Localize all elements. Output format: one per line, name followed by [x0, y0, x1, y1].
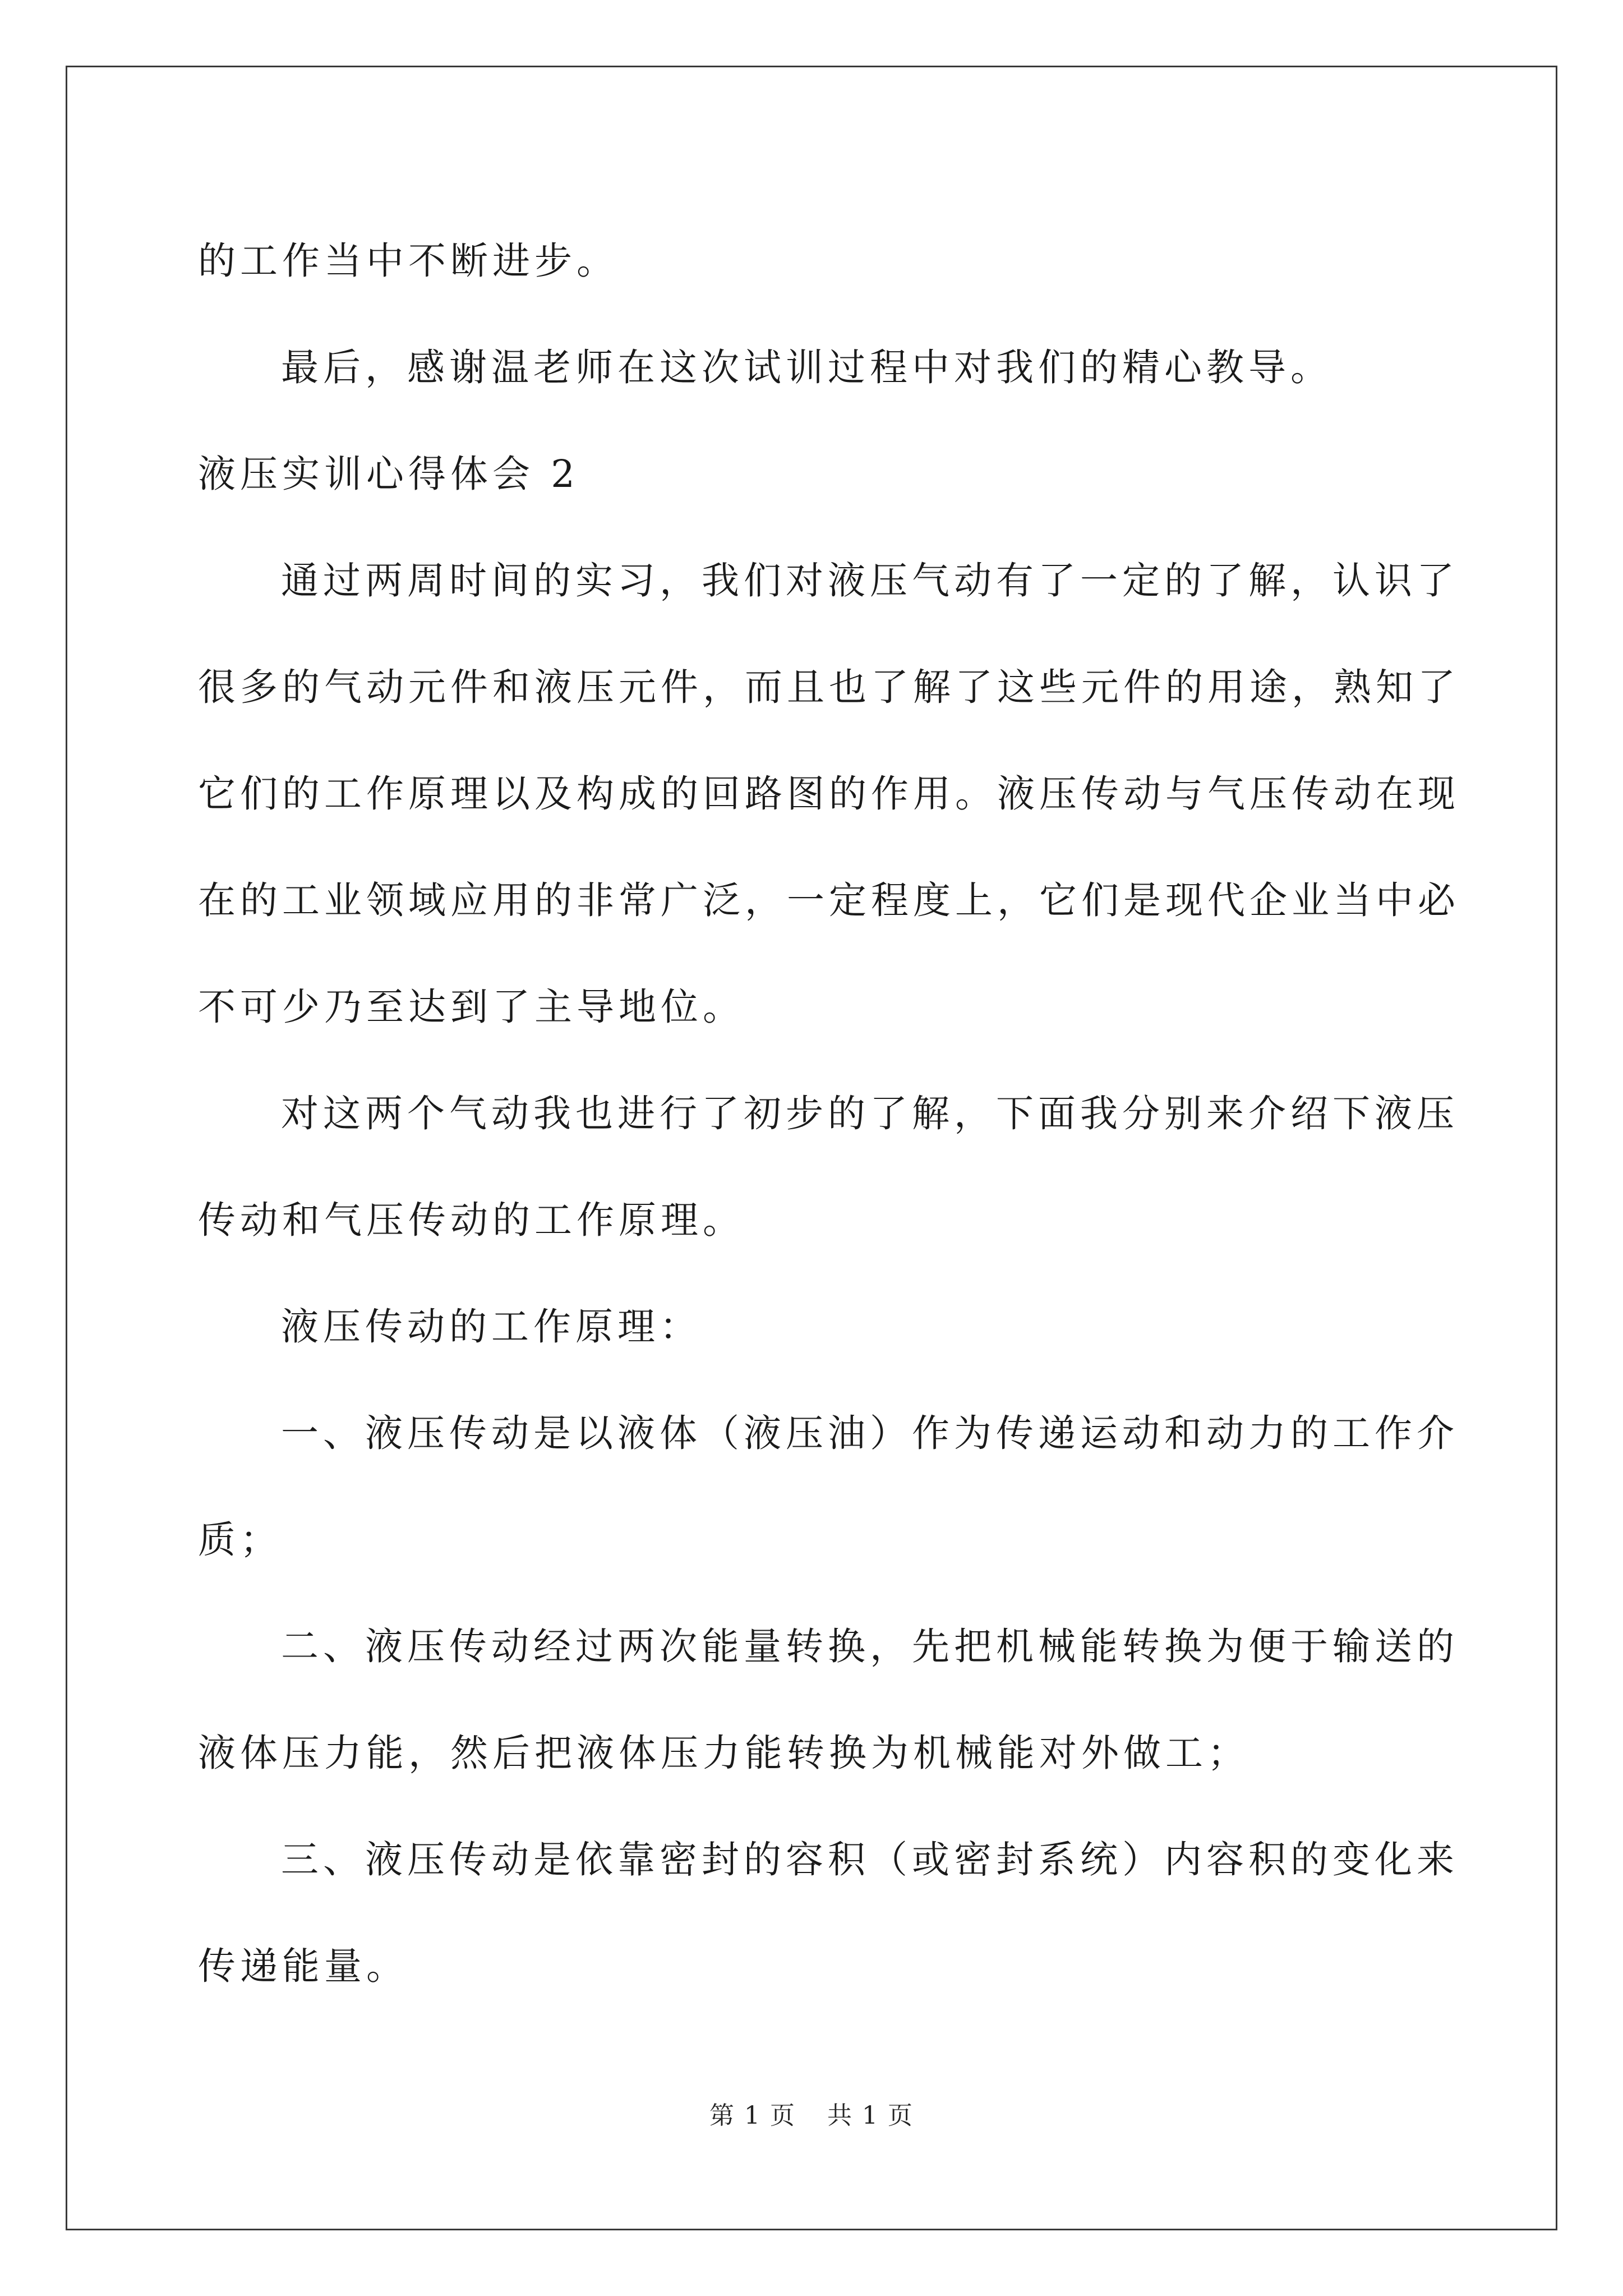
body-line: 传递能量。: [198, 1944, 408, 1988]
body-line: 通过两周时间的实习，我们对液压气动有了一定的了解，认识了: [281, 559, 1459, 602]
body-line: 在的工业领域应用的非常广泛，一定程度上，它们是现代企业当中必: [198, 878, 1460, 922]
body-line: 它们的工作原理以及构成的回路图的作用。液压传动与气压传动在现: [198, 772, 1460, 816]
page-total: 共 1 页: [827, 2101, 914, 2130]
body-line: 二、液压传动经过两次能量转换，先把机械能转换为便于输送的: [281, 1625, 1459, 1668]
body-line: 液体压力能，然后把液体压力能转换为机械能对外做工；: [198, 1731, 1249, 1775]
body-line: 三、液压传动是依靠密封的容积（或密封系统）内容积的变化来: [281, 1838, 1459, 1881]
body-line: 传动和气压传动的工作原理。: [198, 1198, 745, 1242]
body-line: 一、液压传动是以液体（液压油）作为传递运动和动力的工作介: [281, 1411, 1459, 1455]
body-line: 很多的气动元件和液压元件，而且也了解了这些元件的用途，熟知了: [198, 665, 1460, 709]
body-line: 不可少乃至达到了主导地位。: [198, 985, 745, 1029]
page-footer: [0, 2095, 1623, 2131]
body-line: 的工作当中不断进步。: [198, 239, 619, 283]
body-line: 对这两个气动我也进行了初步的了解，下面我分别来介绍下液压: [281, 1092, 1459, 1135]
document-body: [198, 208, 1460, 2019]
body-line: 最后，感谢温老师在这次试训过程中对我们的精心教导。: [281, 346, 1332, 389]
body-line: 液压传动的工作原理：: [281, 1305, 702, 1349]
section-title: 液压实训心得体会 2: [198, 452, 579, 496]
body-line: 质；: [198, 1518, 282, 1562]
page-number: 第 1 页: [709, 2101, 796, 2130]
